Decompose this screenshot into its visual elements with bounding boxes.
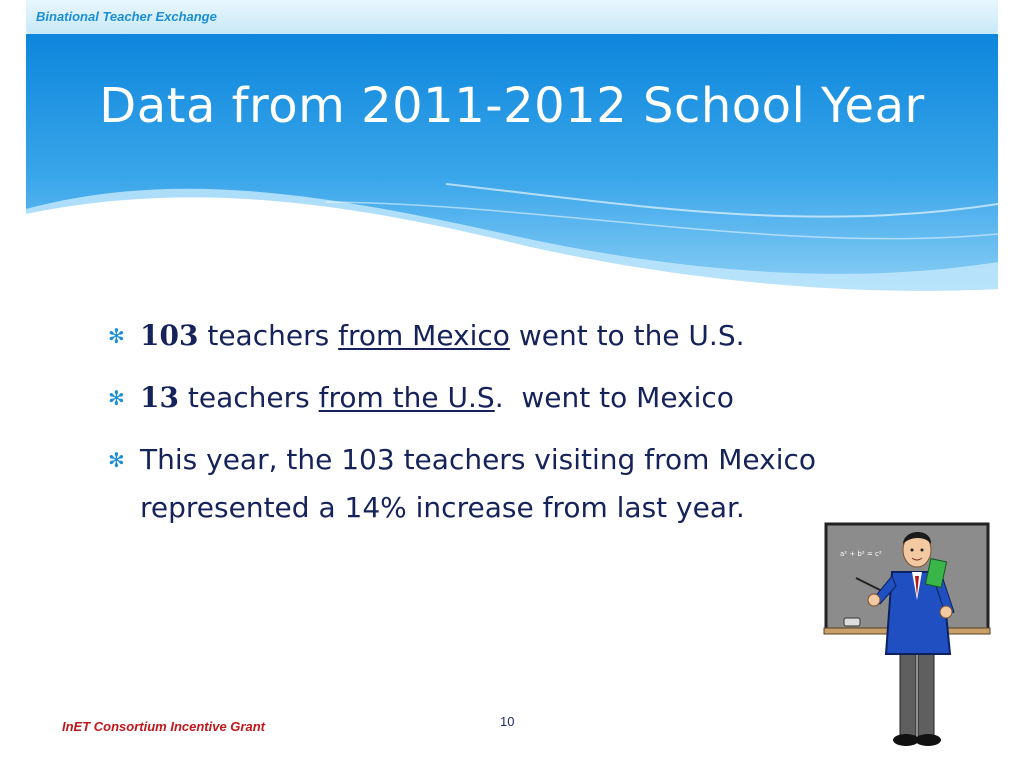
bullet-2-count: 13 xyxy=(140,381,179,414)
bullet-item-3 xyxy=(108,436,888,532)
bullet-1-text-a: teachers xyxy=(198,319,339,352)
asterisk-icon: ✻ xyxy=(108,324,125,348)
footer-grant-label: InET Consortium Incentive Grant xyxy=(62,719,265,734)
bullet-2-text-b: . went to Mexico xyxy=(494,381,734,414)
bullet-item-1 xyxy=(108,312,888,360)
presentation-label: Binational Teacher Exchange xyxy=(36,9,217,24)
teacher-chalkboard-illustration xyxy=(822,520,992,752)
bullet-1-link[interactable]: from Mexico xyxy=(338,319,510,352)
svg-text:a² + b² = c²: a² + b² = c² xyxy=(840,550,882,558)
slide-title: Data from 2011-2012 School Year xyxy=(99,78,925,134)
top-label-bar xyxy=(26,0,998,34)
asterisk-icon: ✻ xyxy=(108,386,125,410)
bullet-list xyxy=(108,312,888,546)
bullet-3-text: This year, the 103 teachers visiting from Mexico represented a 14% increase from last year. xyxy=(140,443,817,524)
bullet-1-count: 103 xyxy=(140,319,199,352)
asterisk-icon: ✻ xyxy=(108,448,125,472)
page-number: 10 xyxy=(500,714,515,729)
bullet-item-2 xyxy=(108,374,888,422)
bullet-2-link[interactable]: from the U.S xyxy=(318,381,495,414)
bullet-1-text-b: went to the U.S. xyxy=(509,319,745,352)
wave-background xyxy=(26,34,998,296)
header-band xyxy=(26,34,998,296)
bullet-2-text-a: teachers xyxy=(178,381,319,414)
